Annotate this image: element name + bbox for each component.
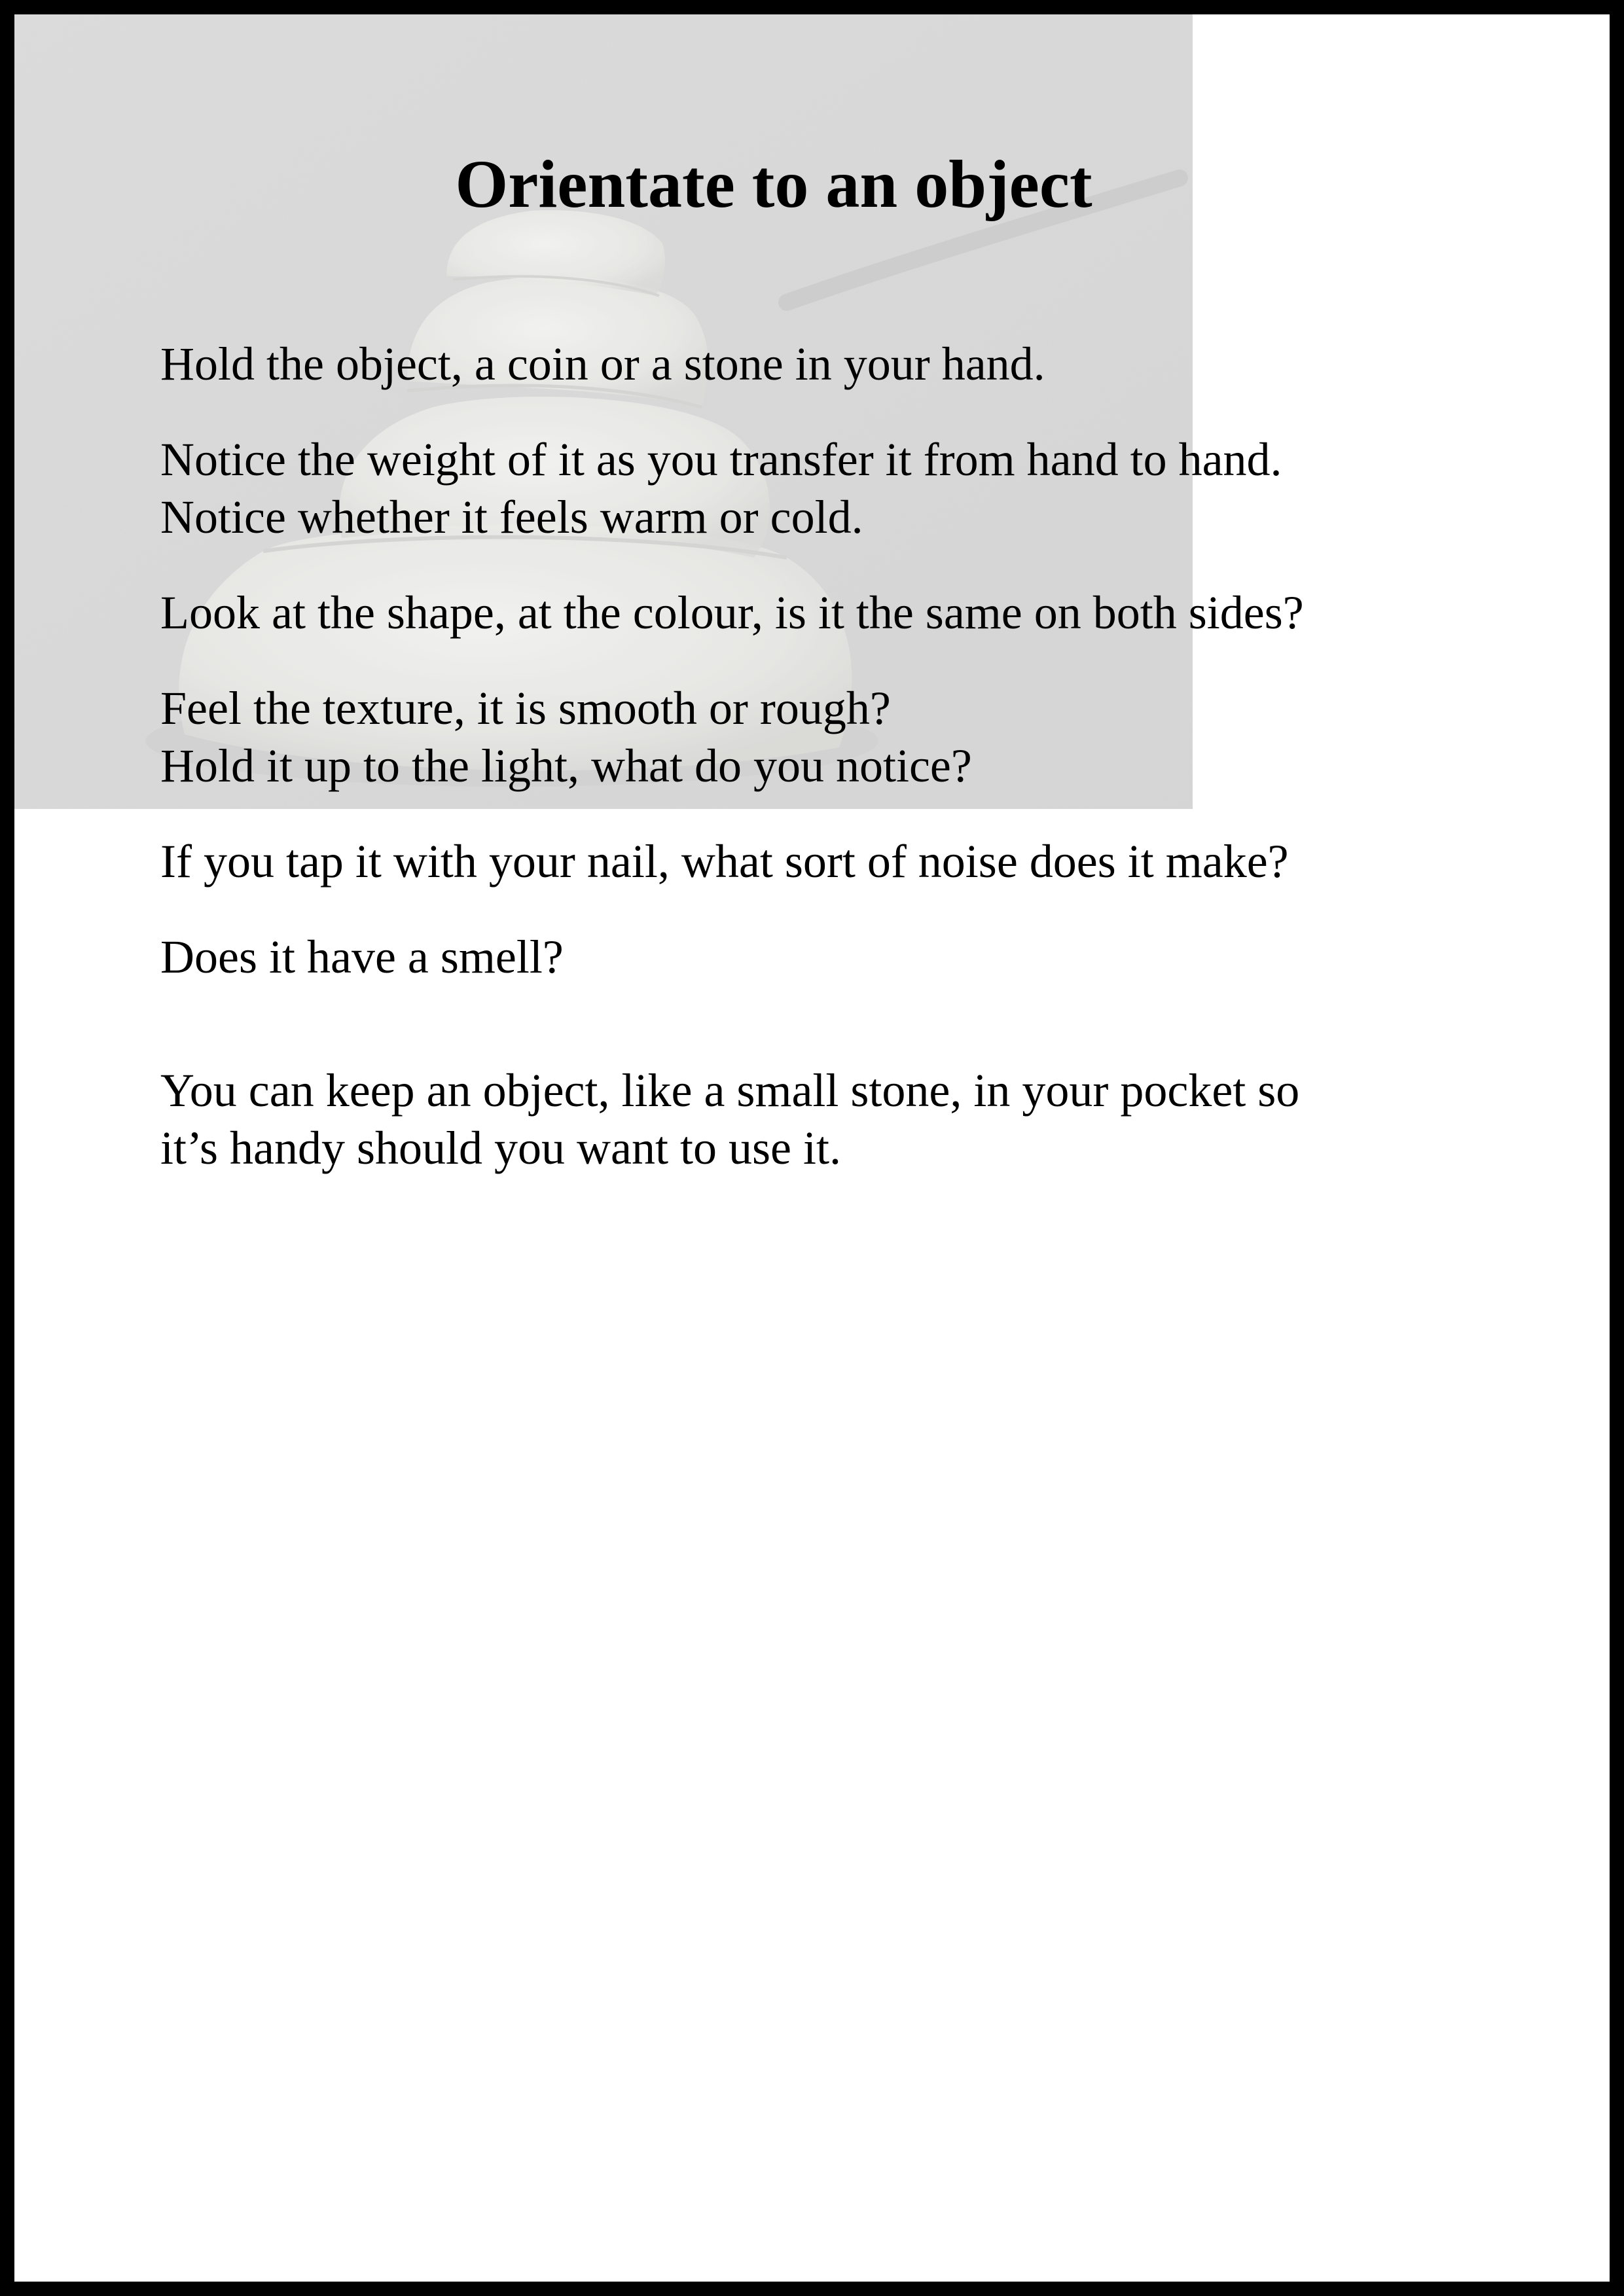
paragraph-line: Feel the texture, it is smooth or rough? (160, 682, 891, 734)
paragraph-shape-colour (160, 584, 1470, 641)
paragraph-line: it’s handy should you want to use it. (160, 1122, 841, 1174)
document-page (14, 14, 1610, 2282)
paragraph-keep-object (160, 1062, 1470, 1177)
page-title: Orientate to an object (455, 147, 1092, 222)
paragraph-smell (160, 928, 1470, 986)
paragraph-line: Notice whether it feels warm or cold. (160, 491, 863, 543)
paragraph-weight-temperature (160, 431, 1470, 546)
paragraph-texture-light (160, 679, 1470, 795)
paragraph-line: Look at the shape, at the colour, is it the same on both sides? (160, 586, 1304, 639)
paragraph-line: Does it have a smell? (160, 931, 564, 983)
paragraph-tap-noise (160, 833, 1470, 890)
paragraph-line: Notice the weight of it as you transfer it from hand to hand. (160, 433, 1282, 486)
paragraph-line: If you tap it with your nail, what sort of noise does it make? (160, 835, 1289, 888)
paragraph-line: Hold the object, a coin or a stone in your hand. (160, 338, 1045, 390)
paragraph-line: You can keep an object, like a small stone, in your pocket so (160, 1064, 1300, 1117)
paragraph-line: Hold it up to the light, what do you notice? (160, 740, 972, 792)
paragraph-hold-object (160, 335, 1470, 393)
